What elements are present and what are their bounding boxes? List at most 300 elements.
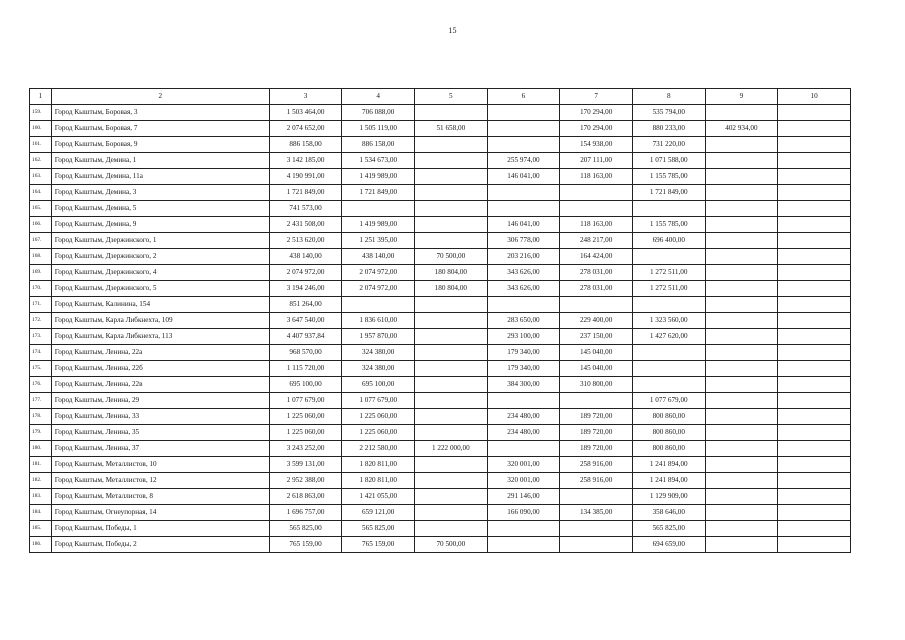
value-cell-col5 — [415, 137, 488, 153]
value-cell-col5 — [415, 377, 488, 393]
row-number: 167. — [30, 233, 52, 249]
value-cell-col7: 229 400,00 — [560, 313, 633, 329]
value-cell-col3: 851 264,00 — [269, 297, 342, 313]
value-cell-col3: 2 431 508,00 — [269, 217, 342, 233]
value-cell-col9 — [705, 537, 778, 553]
value-cell-col6 — [487, 185, 560, 201]
value-cell-col4: 565 825,00 — [342, 521, 415, 537]
row-number: 178. — [30, 409, 52, 425]
value-cell-col4: 1 225 060,00 — [342, 425, 415, 441]
value-cell-col9 — [705, 249, 778, 265]
value-cell-col3: 1 115 720,00 — [269, 361, 342, 377]
value-cell-col7 — [560, 393, 633, 409]
value-cell-col7: 278 031,00 — [560, 281, 633, 297]
value-cell-col10 — [778, 505, 851, 521]
value-cell-col6: 146 041,00 — [487, 217, 560, 233]
value-cell-col9 — [705, 393, 778, 409]
value-cell-col4: 2 074 972,00 — [342, 265, 415, 281]
table-row — [30, 265, 851, 281]
value-cell-col8: 565 825,00 — [632, 521, 705, 537]
value-cell-col5 — [415, 457, 488, 473]
row-number: 182. — [30, 473, 52, 489]
value-cell-col6: 179 340,00 — [487, 345, 560, 361]
value-cell-col9 — [705, 201, 778, 217]
value-cell-col6: 166 090,00 — [487, 505, 560, 521]
row-number: 176. — [30, 377, 52, 393]
value-cell-col6: 283 650,00 — [487, 313, 560, 329]
value-cell-col4: 765 159,00 — [342, 537, 415, 553]
value-cell-col5 — [415, 201, 488, 217]
value-cell-col6: 320 001,00 — [487, 473, 560, 489]
value-cell-col5 — [415, 329, 488, 345]
row-number: 186. — [30, 537, 52, 553]
value-cell-col10 — [778, 425, 851, 441]
address-cell: Город Кыштым, Карла Либкнехта, 109 — [51, 313, 269, 329]
row-number: 165. — [30, 201, 52, 217]
value-cell-col7: 118 163,00 — [560, 217, 633, 233]
value-cell-col6: 343 626,00 — [487, 265, 560, 281]
value-cell-col5: 180 804,00 — [415, 281, 488, 297]
value-cell-col7 — [560, 521, 633, 537]
value-cell-col4: 1 419 989,00 — [342, 217, 415, 233]
value-cell-col3: 2 074 652,00 — [269, 121, 342, 137]
table-row — [30, 377, 851, 393]
value-cell-col4: 695 100,00 — [342, 377, 415, 393]
value-cell-col4: 1 836 610,00 — [342, 313, 415, 329]
column-header: 5 — [415, 89, 488, 105]
value-cell-col3: 1 503 464,00 — [269, 105, 342, 121]
row-number: 163. — [30, 169, 52, 185]
row-number: 172. — [30, 313, 52, 329]
value-cell-col9 — [705, 137, 778, 153]
value-cell-col3: 4 407 937,84 — [269, 329, 342, 345]
value-cell-col7: 189 720,00 — [560, 409, 633, 425]
table-row — [30, 345, 851, 361]
value-cell-col3: 1 225 060,00 — [269, 409, 342, 425]
value-cell-col4: 2 212 580,00 — [342, 441, 415, 457]
address-cell: Город Кыштым, Ленина, 35 — [51, 425, 269, 441]
column-header: 4 — [342, 89, 415, 105]
data-table — [29, 88, 851, 553]
value-cell-col6: 291 146,00 — [487, 489, 560, 505]
value-cell-col4 — [342, 201, 415, 217]
value-cell-col5: 1 222 000,00 — [415, 441, 488, 457]
value-cell-col3: 3 243 252,00 — [269, 441, 342, 457]
row-number: 183. — [30, 489, 52, 505]
table-row — [30, 105, 851, 121]
address-cell: Город Кыштым, Боровая, 3 — [51, 105, 269, 121]
address-cell: Город Кыштым, Демина, 11а — [51, 169, 269, 185]
value-cell-col7 — [560, 201, 633, 217]
value-cell-col8: 1 155 785,00 — [632, 169, 705, 185]
value-cell-col8 — [632, 361, 705, 377]
value-cell-col10 — [778, 185, 851, 201]
row-number: 161. — [30, 137, 52, 153]
table-row — [30, 217, 851, 233]
value-cell-col3: 3 647 540,00 — [269, 313, 342, 329]
value-cell-col5 — [415, 521, 488, 537]
address-cell: Город Кыштым, Демина, 1 — [51, 153, 269, 169]
table-row — [30, 521, 851, 537]
value-cell-col3: 1 696 757,00 — [269, 505, 342, 521]
address-cell: Город Кыштым, Ленина, 22а — [51, 345, 269, 361]
value-cell-col7: 310 800,00 — [560, 377, 633, 393]
table-row — [30, 169, 851, 185]
value-cell-col9 — [705, 313, 778, 329]
table-header-row — [30, 89, 851, 105]
table-row — [30, 121, 851, 137]
row-number: 177. — [30, 393, 52, 409]
value-cell-col7: 134 385,00 — [560, 505, 633, 521]
value-cell-col5 — [415, 489, 488, 505]
value-cell-col5 — [415, 361, 488, 377]
value-cell-col8: 1 272 511,00 — [632, 281, 705, 297]
value-cell-col6 — [487, 121, 560, 137]
table-row — [30, 185, 851, 201]
value-cell-col8: 1 071 588,00 — [632, 153, 705, 169]
value-cell-col4: 1 419 989,00 — [342, 169, 415, 185]
table-row — [30, 393, 851, 409]
row-number: 180. — [30, 441, 52, 457]
value-cell-col3: 695 100,00 — [269, 377, 342, 393]
value-cell-col5: 70 500,00 — [415, 537, 488, 553]
value-cell-col10 — [778, 153, 851, 169]
value-cell-col10 — [778, 409, 851, 425]
value-cell-col4: 1 957 870,00 — [342, 329, 415, 345]
table-row — [30, 281, 851, 297]
value-cell-col10 — [778, 393, 851, 409]
value-cell-col9 — [705, 489, 778, 505]
value-cell-col5 — [415, 105, 488, 121]
value-cell-col8: 1 129 909,00 — [632, 489, 705, 505]
table-row — [30, 409, 851, 425]
value-cell-col9 — [705, 409, 778, 425]
table-row — [30, 473, 851, 489]
value-cell-col4: 1 820 811,00 — [342, 473, 415, 489]
table-row — [30, 249, 851, 265]
address-cell: Город Кыштым, Дзержинского, 2 — [51, 249, 269, 265]
value-cell-col3: 4 190 991,00 — [269, 169, 342, 185]
value-cell-col3: 2 618 863,00 — [269, 489, 342, 505]
value-cell-col10 — [778, 313, 851, 329]
address-cell: Город Кыштым, Ленина, 33 — [51, 409, 269, 425]
address-cell: Город Кыштым, Ленина, 29 — [51, 393, 269, 409]
value-cell-col9 — [705, 505, 778, 521]
value-cell-col3: 2 074 972,00 — [269, 265, 342, 281]
value-cell-col3: 1 721 849,00 — [269, 185, 342, 201]
table-row — [30, 201, 851, 217]
value-cell-col10 — [778, 473, 851, 489]
value-cell-col7: 164 424,00 — [560, 249, 633, 265]
value-cell-col10 — [778, 361, 851, 377]
column-header: 10 — [778, 89, 851, 105]
column-header: 9 — [705, 89, 778, 105]
table-row — [30, 505, 851, 521]
value-cell-col10 — [778, 201, 851, 217]
value-cell-col9 — [705, 377, 778, 393]
value-cell-col5 — [415, 313, 488, 329]
value-cell-col10 — [778, 345, 851, 361]
value-cell-col7 — [560, 297, 633, 313]
value-cell-col10 — [778, 537, 851, 553]
value-cell-col7 — [560, 489, 633, 505]
value-cell-col4: 1 251 395,00 — [342, 233, 415, 249]
value-cell-col9: 402 934,00 — [705, 121, 778, 137]
value-cell-col9 — [705, 425, 778, 441]
value-cell-col7: 145 040,00 — [560, 361, 633, 377]
row-number: 171. — [30, 297, 52, 313]
value-cell-col7: 258 916,00 — [560, 473, 633, 489]
value-cell-col3: 741 573,00 — [269, 201, 342, 217]
address-cell: Город Кыштым, Ленина, 22в — [51, 377, 269, 393]
value-cell-col10 — [778, 489, 851, 505]
value-cell-col3: 765 159,00 — [269, 537, 342, 553]
value-cell-col5 — [415, 233, 488, 249]
value-cell-col10 — [778, 377, 851, 393]
address-cell: Город Кыштым, Дзержинского, 4 — [51, 265, 269, 281]
value-cell-col4: 2 074 972,00 — [342, 281, 415, 297]
value-cell-col4 — [342, 297, 415, 313]
value-cell-col8 — [632, 297, 705, 313]
value-cell-col8: 800 860,00 — [632, 409, 705, 425]
value-cell-col8 — [632, 345, 705, 361]
address-cell: Город Кыштым, Металлистов, 10 — [51, 457, 269, 473]
column-header: 1 — [30, 89, 52, 105]
value-cell-col6 — [487, 137, 560, 153]
value-cell-col8: 358 646,00 — [632, 505, 705, 521]
value-cell-col8: 696 400,00 — [632, 233, 705, 249]
value-cell-col4: 1 534 673,00 — [342, 153, 415, 169]
value-cell-col6: 320 001,00 — [487, 457, 560, 473]
value-cell-col6 — [487, 393, 560, 409]
address-cell: Город Кыштым, Боровая, 9 — [51, 137, 269, 153]
value-cell-col6: 343 626,00 — [487, 281, 560, 297]
value-cell-col6: 179 340,00 — [487, 361, 560, 377]
table-row — [30, 361, 851, 377]
value-cell-col7: 145 040,00 — [560, 345, 633, 361]
value-cell-col6 — [487, 441, 560, 457]
value-cell-col8: 800 860,00 — [632, 441, 705, 457]
column-header: 7 — [560, 89, 633, 105]
row-number: 160. — [30, 121, 52, 137]
value-cell-col5 — [415, 153, 488, 169]
value-cell-col10 — [778, 249, 851, 265]
value-cell-col8: 800 860,00 — [632, 425, 705, 441]
value-cell-col5 — [415, 505, 488, 521]
column-header: 3 — [269, 89, 342, 105]
address-cell: Город Кыштым, Боровая, 7 — [51, 121, 269, 137]
value-cell-col9 — [705, 153, 778, 169]
value-cell-col5: 51 658,00 — [415, 121, 488, 137]
value-cell-col3: 565 825,00 — [269, 521, 342, 537]
value-cell-col10 — [778, 265, 851, 281]
row-number: 185. — [30, 521, 52, 537]
value-cell-col4: 324 380,00 — [342, 361, 415, 377]
table-row — [30, 313, 851, 329]
address-cell: Город Кыштым, Демина, 5 — [51, 201, 269, 217]
value-cell-col3: 438 140,00 — [269, 249, 342, 265]
value-cell-col8: 1 077 679,00 — [632, 393, 705, 409]
value-cell-col6: 146 041,00 — [487, 169, 560, 185]
value-cell-col5 — [415, 473, 488, 489]
address-cell: Город Кыштым, Дзержинского, 5 — [51, 281, 269, 297]
value-cell-col4: 1 225 060,00 — [342, 409, 415, 425]
address-cell: Город Кыштым, Металлистов, 12 — [51, 473, 269, 489]
row-number: 181. — [30, 457, 52, 473]
value-cell-col6 — [487, 201, 560, 217]
value-cell-col8: 694 659,00 — [632, 537, 705, 553]
table-row — [30, 297, 851, 313]
value-cell-col8: 731 220,00 — [632, 137, 705, 153]
value-cell-col10 — [778, 105, 851, 121]
table-row — [30, 137, 851, 153]
value-cell-col9 — [705, 473, 778, 489]
row-number: 159. — [30, 105, 52, 121]
value-cell-col8: 1 323 560,00 — [632, 313, 705, 329]
value-cell-col10 — [778, 169, 851, 185]
row-number: 162. — [30, 153, 52, 169]
value-cell-col8: 880 233,00 — [632, 121, 705, 137]
value-cell-col8: 1 241 894,00 — [632, 473, 705, 489]
value-cell-col7: 170 294,00 — [560, 121, 633, 137]
table-row — [30, 425, 851, 441]
value-cell-col9 — [705, 105, 778, 121]
table-row — [30, 489, 851, 505]
value-cell-col4: 706 088,00 — [342, 105, 415, 121]
value-cell-col8: 1 721 849,00 — [632, 185, 705, 201]
value-cell-col7: 170 294,00 — [560, 105, 633, 121]
value-cell-col8: 1 241 894,00 — [632, 457, 705, 473]
value-cell-col10 — [778, 297, 851, 313]
value-cell-col4: 438 140,00 — [342, 249, 415, 265]
value-cell-col6 — [487, 105, 560, 121]
address-cell: Город Кыштым, Огнеупорная, 14 — [51, 505, 269, 521]
value-cell-col6 — [487, 297, 560, 313]
value-cell-col9 — [705, 345, 778, 361]
value-cell-col3: 1 077 679,00 — [269, 393, 342, 409]
value-cell-col4: 1 505 119,00 — [342, 121, 415, 137]
value-cell-col6: 255 974,00 — [487, 153, 560, 169]
value-cell-col5 — [415, 169, 488, 185]
value-cell-col9 — [705, 169, 778, 185]
page-number: 15 — [448, 26, 457, 35]
value-cell-col10 — [778, 329, 851, 345]
table-row — [30, 457, 851, 473]
value-cell-col9 — [705, 233, 778, 249]
value-cell-col9 — [705, 441, 778, 457]
value-cell-col10 — [778, 137, 851, 153]
value-cell-col3: 2 952 388,00 — [269, 473, 342, 489]
row-number: 164. — [30, 185, 52, 201]
value-cell-col5 — [415, 297, 488, 313]
value-cell-col7: 118 163,00 — [560, 169, 633, 185]
value-cell-col6: 384 300,00 — [487, 377, 560, 393]
value-cell-col4: 1 421 055,00 — [342, 489, 415, 505]
value-cell-col3: 3 194 246,00 — [269, 281, 342, 297]
row-number: 173. — [30, 329, 52, 345]
value-cell-col6: 234 480,00 — [487, 409, 560, 425]
value-cell-col5 — [415, 185, 488, 201]
value-cell-col3: 3 142 185,00 — [269, 153, 342, 169]
value-cell-col7 — [560, 185, 633, 201]
value-cell-col3: 2 513 620,00 — [269, 233, 342, 249]
value-cell-col3: 3 599 131,00 — [269, 457, 342, 473]
value-cell-col8: 535 794,00 — [632, 105, 705, 121]
table-row — [30, 153, 851, 169]
value-cell-col8 — [632, 249, 705, 265]
address-cell: Город Кыштым, Ленина, 22б — [51, 361, 269, 377]
value-cell-col10 — [778, 441, 851, 457]
value-cell-col6: 203 216,00 — [487, 249, 560, 265]
value-cell-col5 — [415, 345, 488, 361]
value-cell-col9 — [705, 457, 778, 473]
value-cell-col5 — [415, 217, 488, 233]
table-row — [30, 329, 851, 345]
value-cell-col7: 258 916,00 — [560, 457, 633, 473]
row-number: 166. — [30, 217, 52, 233]
value-cell-col4: 1 721 849,00 — [342, 185, 415, 201]
value-cell-col7: 278 031,00 — [560, 265, 633, 281]
address-cell: Город Кыштым, Металлистов, 8 — [51, 489, 269, 505]
row-number: 169. — [30, 265, 52, 281]
value-cell-col8: 1 272 511,00 — [632, 265, 705, 281]
value-cell-col5 — [415, 425, 488, 441]
value-cell-col9 — [705, 281, 778, 297]
value-cell-col3: 968 570,00 — [269, 345, 342, 361]
value-cell-col4: 659 121,00 — [342, 505, 415, 521]
row-number: 179. — [30, 425, 52, 441]
value-cell-col9 — [705, 329, 778, 345]
address-cell: Город Кыштым, Победы, 1 — [51, 521, 269, 537]
table-row — [30, 233, 851, 249]
value-cell-col10 — [778, 457, 851, 473]
value-cell-col4: 886 158,00 — [342, 137, 415, 153]
address-cell: Город Кыштым, Победы, 2 — [51, 537, 269, 553]
address-cell: Город Кыштым, Калинина, 154 — [51, 297, 269, 313]
value-cell-col5: 180 804,00 — [415, 265, 488, 281]
value-cell-col6 — [487, 537, 560, 553]
value-cell-col10 — [778, 233, 851, 249]
table-row — [30, 537, 851, 553]
value-cell-col3: 1 225 060,00 — [269, 425, 342, 441]
value-cell-col8 — [632, 377, 705, 393]
value-cell-col7: 237 150,00 — [560, 329, 633, 345]
row-number: 175. — [30, 361, 52, 377]
value-cell-col7: 189 720,00 — [560, 441, 633, 457]
value-cell-col9 — [705, 217, 778, 233]
value-cell-col7: 154 938,00 — [560, 137, 633, 153]
column-header: 2 — [51, 89, 269, 105]
value-cell-col7 — [560, 537, 633, 553]
value-cell-col10 — [778, 217, 851, 233]
value-cell-col5: 70 500,00 — [415, 249, 488, 265]
value-cell-col4: 324 380,00 — [342, 345, 415, 361]
address-cell: Город Кыштым, Демина, 3 — [51, 185, 269, 201]
row-number: 170. — [30, 281, 52, 297]
address-cell: Город Кыштым, Демина, 9 — [51, 217, 269, 233]
table-row — [30, 441, 851, 457]
value-cell-col6: 293 100,00 — [487, 329, 560, 345]
value-cell-col6 — [487, 521, 560, 537]
value-cell-col9 — [705, 297, 778, 313]
value-cell-col8: 1 427 620,00 — [632, 329, 705, 345]
row-number: 168. — [30, 249, 52, 265]
value-cell-col8 — [632, 201, 705, 217]
value-cell-col9 — [705, 265, 778, 281]
value-cell-col8: 1 155 785,00 — [632, 217, 705, 233]
value-cell-col3: 886 158,00 — [269, 137, 342, 153]
value-cell-col9 — [705, 521, 778, 537]
